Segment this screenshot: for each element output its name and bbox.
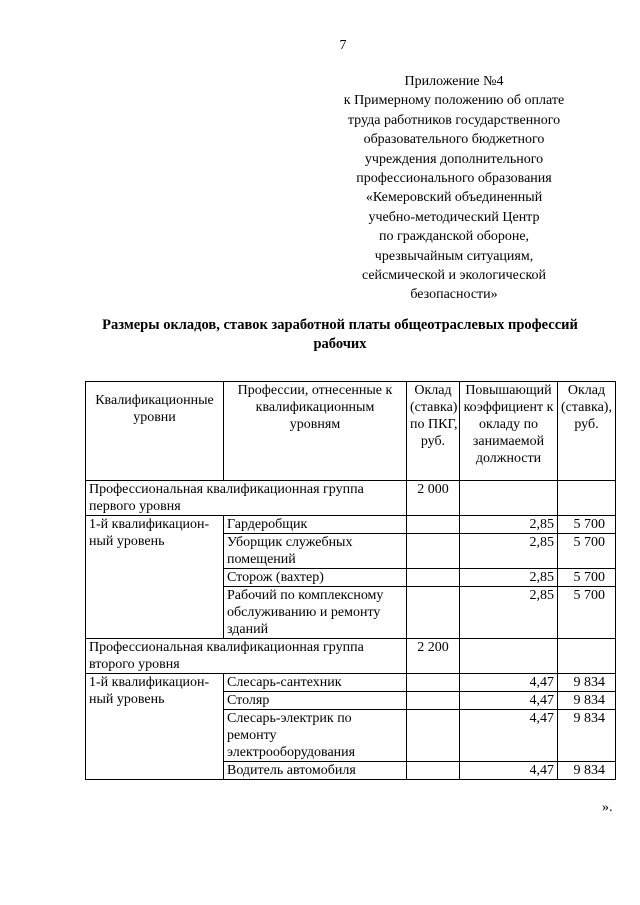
header-text-line: окладу по — [478, 417, 539, 432]
table-header-row — [86, 382, 616, 481]
empty-cell — [460, 639, 558, 674]
profession-line: Столяр — [227, 693, 270, 708]
qualification-level-line: ный уровень — [89, 692, 165, 707]
base-salary-empty — [407, 516, 460, 534]
coefficient: 4,47 — [460, 674, 558, 692]
header-text-line: уровни — [133, 410, 176, 425]
header-base-salary — [407, 382, 460, 481]
salary: 9 834 — [558, 674, 616, 692]
group-name-text — [89, 639, 403, 673]
profession-line: Слесарь-сантехник — [227, 675, 342, 690]
coefficient: 2,85 — [460, 587, 558, 639]
empty-cell — [558, 639, 616, 674]
base-salary-empty — [407, 710, 460, 762]
group-name-line: второго уровня — [89, 657, 180, 672]
profession-line: ремонту — [227, 728, 277, 743]
profession-line: Водитель автомобиля — [227, 763, 356, 778]
empty-cell — [558, 481, 616, 516]
header-text-line: руб. — [574, 417, 599, 432]
table-row — [86, 674, 616, 692]
header-text-line: коэффициент к — [463, 400, 554, 415]
salary-table — [85, 381, 616, 780]
qualification-level-line: 1-й квалификацион- — [89, 517, 210, 532]
header-text-line: руб. — [420, 434, 446, 449]
annex-line: профессионального образования — [356, 171, 552, 187]
profession-line: Гардеробщик — [227, 517, 308, 532]
qualification-level-line: 1-й квалификацион- — [89, 675, 210, 690]
table-row — [86, 516, 616, 534]
coefficient: 4,47 — [460, 710, 558, 762]
annex-line: труда работников государственного — [347, 112, 561, 128]
title-line-1: Размеры окладов, ставок заработной платы общеотраслевых профессий — [102, 317, 578, 333]
profession — [224, 587, 407, 639]
annex-header — [320, 72, 588, 305]
annex-line: учреждения дополнительного — [364, 151, 544, 167]
coefficient: 2,85 — [460, 516, 558, 534]
closing-quote: ». — [602, 800, 613, 815]
group-base-salary: 2 200 — [407, 639, 460, 674]
group-base-salary: 2 000 — [407, 481, 460, 516]
base-salary-empty — [407, 587, 460, 639]
salary: 9 834 — [558, 710, 616, 762]
group-name-line: первого уровня — [89, 499, 181, 514]
group-row — [86, 481, 616, 516]
annex-line: Приложение №4 — [404, 74, 504, 89]
profession-line: Слесарь-электрик по — [227, 711, 352, 726]
salary: 5 700 — [558, 534, 616, 569]
profession-line: Уборщик служебных — [227, 535, 353, 550]
annex-line: безопасности» — [410, 287, 498, 303]
base-salary-empty — [407, 674, 460, 692]
profession-line: помещений — [227, 552, 296, 567]
header-text-line: (ставка), — [561, 400, 612, 415]
profession-line: Рабочий по комплексному — [227, 588, 384, 603]
header-text-line: Оклад — [567, 383, 606, 398]
coefficient: 4,47 — [460, 692, 558, 710]
salary: 9 834 — [558, 692, 616, 710]
base-salary-empty — [407, 534, 460, 569]
coefficient: 4,47 — [460, 762, 558, 780]
group-name-text — [89, 481, 403, 515]
group-name — [86, 481, 407, 516]
qualification-level — [86, 516, 224, 639]
profession — [224, 674, 407, 692]
base-salary-empty — [407, 569, 460, 587]
header-text-line: Квалификационные — [95, 393, 214, 408]
coefficient: 2,85 — [460, 569, 558, 587]
qualification-level-line: ный уровень — [89, 534, 165, 549]
profession-line: электрооборудования — [227, 745, 356, 760]
header-text-line: должности — [475, 451, 542, 466]
base-salary-empty — [407, 762, 460, 780]
page-number: 7 — [339, 38, 347, 53]
profession — [224, 569, 407, 587]
profession — [224, 710, 407, 762]
header-text-line: по ПКГ, — [410, 417, 458, 432]
title-line-2: рабочих — [313, 336, 367, 352]
group-name-line: Профессиональная квалификационная группа — [89, 482, 364, 497]
profession — [224, 762, 407, 780]
profession-line: обслуживанию и ремонту — [227, 605, 381, 620]
annex-line: чрезвычайным ситуациям, — [374, 248, 534, 264]
document-title — [60, 316, 620, 354]
group-row — [86, 639, 616, 674]
annex-line: к Примерному положению об оплате — [343, 93, 565, 109]
qualification-level — [86, 674, 224, 780]
profession-line: Сторож (вахтер) — [227, 570, 324, 585]
header-professions — [224, 382, 407, 481]
header-text-line: занимаемой — [472, 434, 545, 449]
annex-line: учебно-методический Центр — [368, 209, 540, 225]
annex-line: «Кемеровский объединенный — [365, 190, 543, 206]
salary: 5 700 — [558, 569, 616, 587]
profession — [224, 516, 407, 534]
annex-line: по гражданской обороне, — [378, 229, 530, 245]
salary: 5 700 — [558, 516, 616, 534]
group-name — [86, 639, 407, 674]
annex-line: сейсмической и экологической — [361, 268, 547, 284]
profession-line: зданий — [227, 622, 269, 637]
salary: 9 834 — [558, 762, 616, 780]
header-coefficient — [460, 382, 558, 481]
header-level — [86, 382, 224, 481]
header-text-line: Оклад — [414, 383, 452, 398]
header-text-line: Профессии, отнесенные к — [237, 383, 393, 398]
group-name-line: Профессиональная квалификационная группа — [89, 640, 364, 655]
header-text-line: квалификационным — [255, 400, 375, 415]
header-text-line: (ставка) — [410, 400, 458, 415]
header-salary — [558, 382, 616, 481]
base-salary-empty — [407, 692, 460, 710]
empty-cell — [460, 481, 558, 516]
coefficient: 2,85 — [460, 534, 558, 569]
profession — [224, 534, 407, 569]
profession — [224, 692, 407, 710]
salary: 5 700 — [558, 587, 616, 639]
header-text-line: Повышающий — [465, 383, 552, 398]
header-text-line: уровням — [289, 417, 341, 432]
annex-line: образовательного бюджетного — [363, 132, 545, 148]
